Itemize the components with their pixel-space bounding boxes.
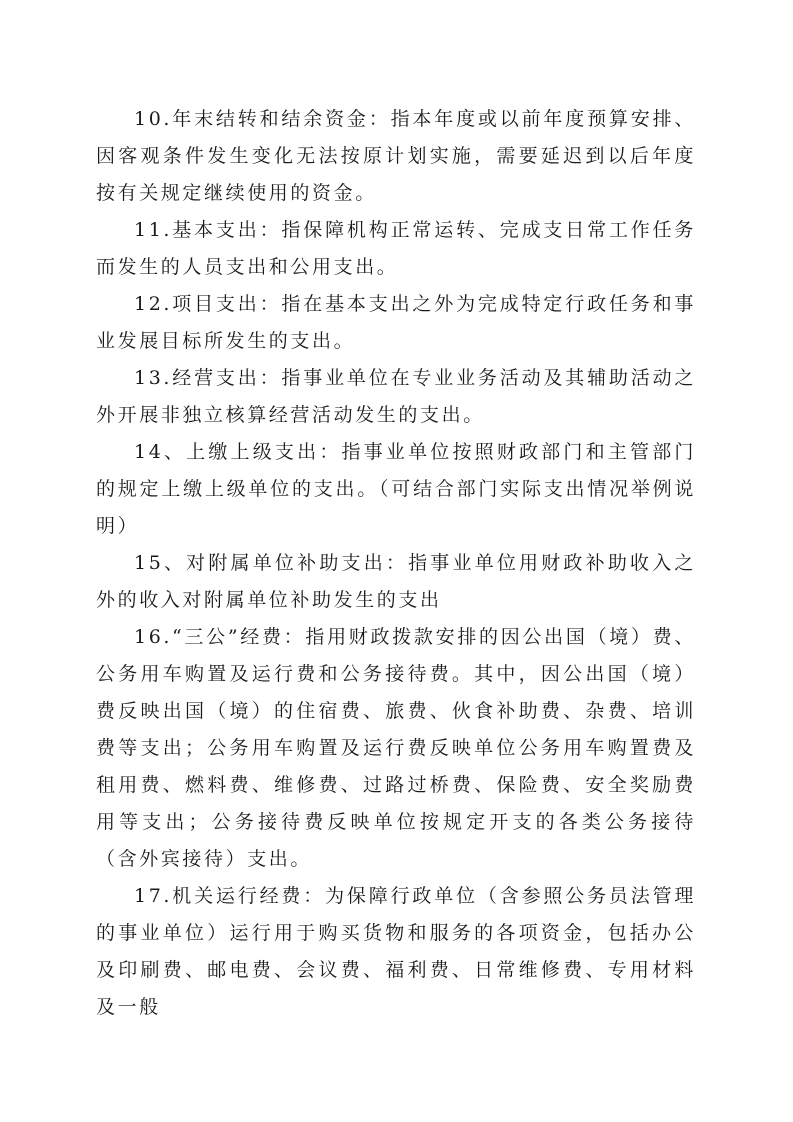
paragraph-17: 17.机关运行经费：为保障行政单位（含参照公务员法管理的事业单位）运行用于购买货物和服务的各项资金，包括办公及印刷费、邮电费、会议费、福利费、日常维修费、专用材料及一般 xyxy=(96,885,696,1018)
paragraph-11: 11.基本支出：指保障机构正常运转、完成支日常工作任务而发生的人员支出和公用支出。 xyxy=(96,219,696,278)
paragraph-16: 16.“三公”经费：指用财政拨款安排的因公出国（境）费、公务用车购置及运行费和公务接待费。其中，因公出国（境）费反映出国（境）的住宿费、旅费、伙食补助费、杂费、培训费等支出；公务用车购置及运行费反映单位公务用车购置费及租用费、燃料费、维修费、过路过桥费、保险费、安全奖励费用等支出；公务接待费反映单位按规定开支的各类公务接待（含外宾接待）支出。 xyxy=(96,626,696,870)
paragraph-13: 13.经营支出：指事业单位在专业业务活动及其辅助活动之外开展非独立核算经营活动发生的支出。 xyxy=(96,367,696,426)
document-body xyxy=(96,101,696,1026)
paragraph-10: 10.年末结转和结余资金：指本年度或以前年度预算安排、因客观条件发生变化无法按原计划实施，需要延迟到以后年度按有关规定继续使用的资金。 xyxy=(96,108,696,204)
paragraph-12: 12.项目支出：指在基本支出之外为完成特定行政任务和事业发展目标所发生的支出。 xyxy=(96,293,696,352)
paragraph-14: 14、上缴上级支出：指事业单位按照财政部门和主管部门的规定上缴上级单位的支出。（可结合部门实际支出情况举例说明） xyxy=(96,441,696,537)
paragraph-15: 15、对附属单位补助支出：指事业单位用财政补助收入之外的收入对附属单位补助发生的支出 xyxy=(96,552,696,611)
